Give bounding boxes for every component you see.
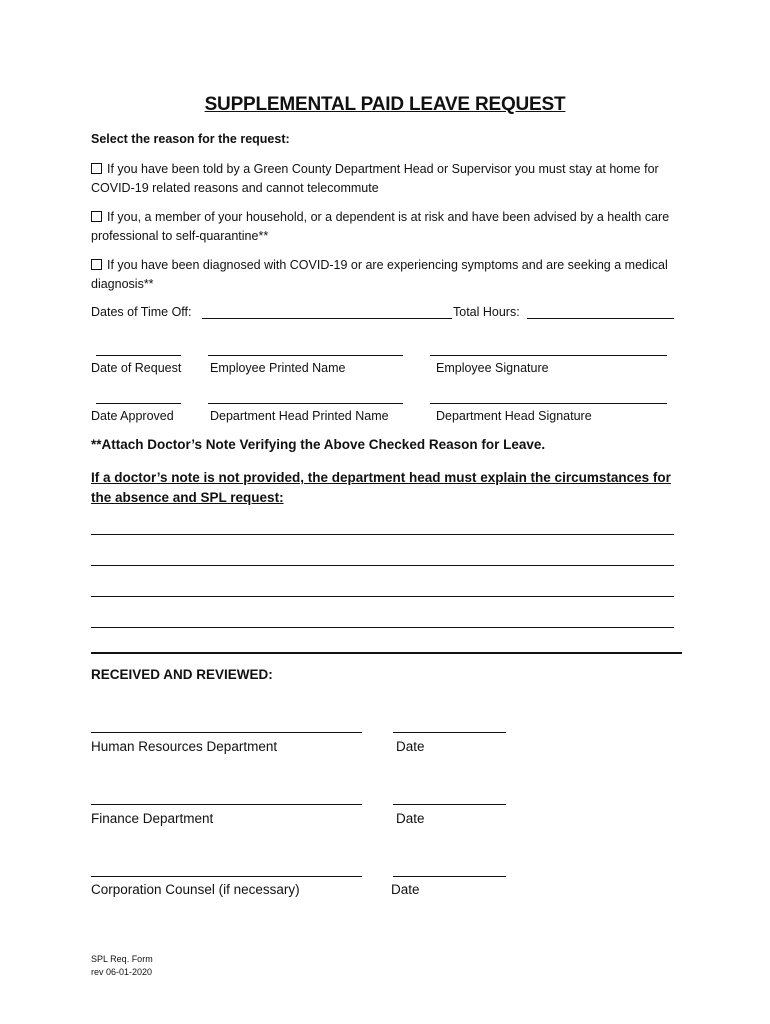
dept-head-name-label: Department Head Printed Name [210, 409, 389, 423]
section-divider [91, 652, 682, 654]
counsel-date-field[interactable] [393, 876, 506, 877]
attach-note: **Attach Doctor’s Note Verifying the Above Checked Reason for Leave. [91, 437, 546, 452]
reason-option-1[interactable] [91, 160, 691, 198]
employee-signature-field[interactable] [430, 355, 667, 356]
received-heading: RECEIVED AND REVIEWED: [91, 667, 273, 682]
reason-option-2[interactable] [91, 208, 691, 246]
counsel-label: Corporation Counsel (if necessary) [91, 882, 300, 897]
hr-label: Human Resources Department [91, 739, 278, 754]
date-of-request-label: Date of Request [91, 361, 182, 375]
counsel-signature-field[interactable] [91, 876, 362, 877]
date-approved-field[interactable] [96, 403, 181, 404]
hr-date-field[interactable] [393, 732, 506, 733]
form-revision: rev 06-01-2020 [91, 967, 153, 977]
employee-signature-label: Employee Signature [436, 361, 549, 375]
dept-head-signature-field[interactable] [430, 403, 667, 404]
select-reason-heading: Select the reason for the request: [91, 132, 290, 146]
reason-text: If you, a member of your household, or a dependent is at risk and have been advised by a health care professional to self-quarantine** [91, 210, 670, 243]
explanation-line[interactable] [91, 596, 674, 597]
checkbox[interactable] [91, 259, 102, 270]
dept-head-name-field[interactable] [208, 403, 403, 404]
reason-text: If you have been diagnosed with COVID-19 or are experiencing symptoms and are seeking a medical diagnosis** [91, 258, 668, 291]
employee-name-label: Employee Printed Name [210, 361, 346, 375]
date-approved-label: Date Approved [91, 409, 174, 423]
total-hours-field[interactable] [527, 318, 674, 319]
counsel-date-label: Date [391, 882, 420, 897]
employee-name-field[interactable] [208, 355, 403, 356]
explanation-line[interactable] [91, 627, 674, 628]
reason-option-3[interactable] [91, 256, 691, 294]
form-id: SPL Req. Form [91, 954, 153, 964]
dept-head-signature-label: Department Head Signature [436, 409, 592, 423]
date-of-request-field[interactable] [96, 355, 181, 356]
dates-off-label: Dates of Time Off: [91, 305, 192, 319]
finance-label: Finance Department [91, 811, 214, 826]
finance-date-field[interactable] [393, 804, 506, 805]
explanation-line[interactable] [91, 534, 674, 535]
doctor-note-instruction: If a doctor’s note is not provided, the department head must explain the circumstances for the absence and SPL request: [91, 470, 671, 505]
finance-signature-field[interactable] [91, 804, 362, 805]
explanation-line[interactable] [91, 565, 674, 566]
total-hours-label: Total Hours: [453, 305, 520, 319]
checkbox[interactable] [91, 211, 102, 222]
hr-date-label: Date [396, 739, 425, 754]
checkbox[interactable] [91, 163, 102, 174]
finance-date-label: Date [396, 811, 425, 826]
form-title: SUPPLEMENTAL PAID LEAVE REQUEST [204, 94, 566, 115]
reason-text: If you have been told by a Green County Department Head or Supervisor you must stay at home for COVID-19 related reasons and cannot telecommute [91, 162, 659, 195]
hr-signature-field[interactable] [91, 732, 362, 733]
dates-off-field[interactable] [202, 318, 452, 319]
